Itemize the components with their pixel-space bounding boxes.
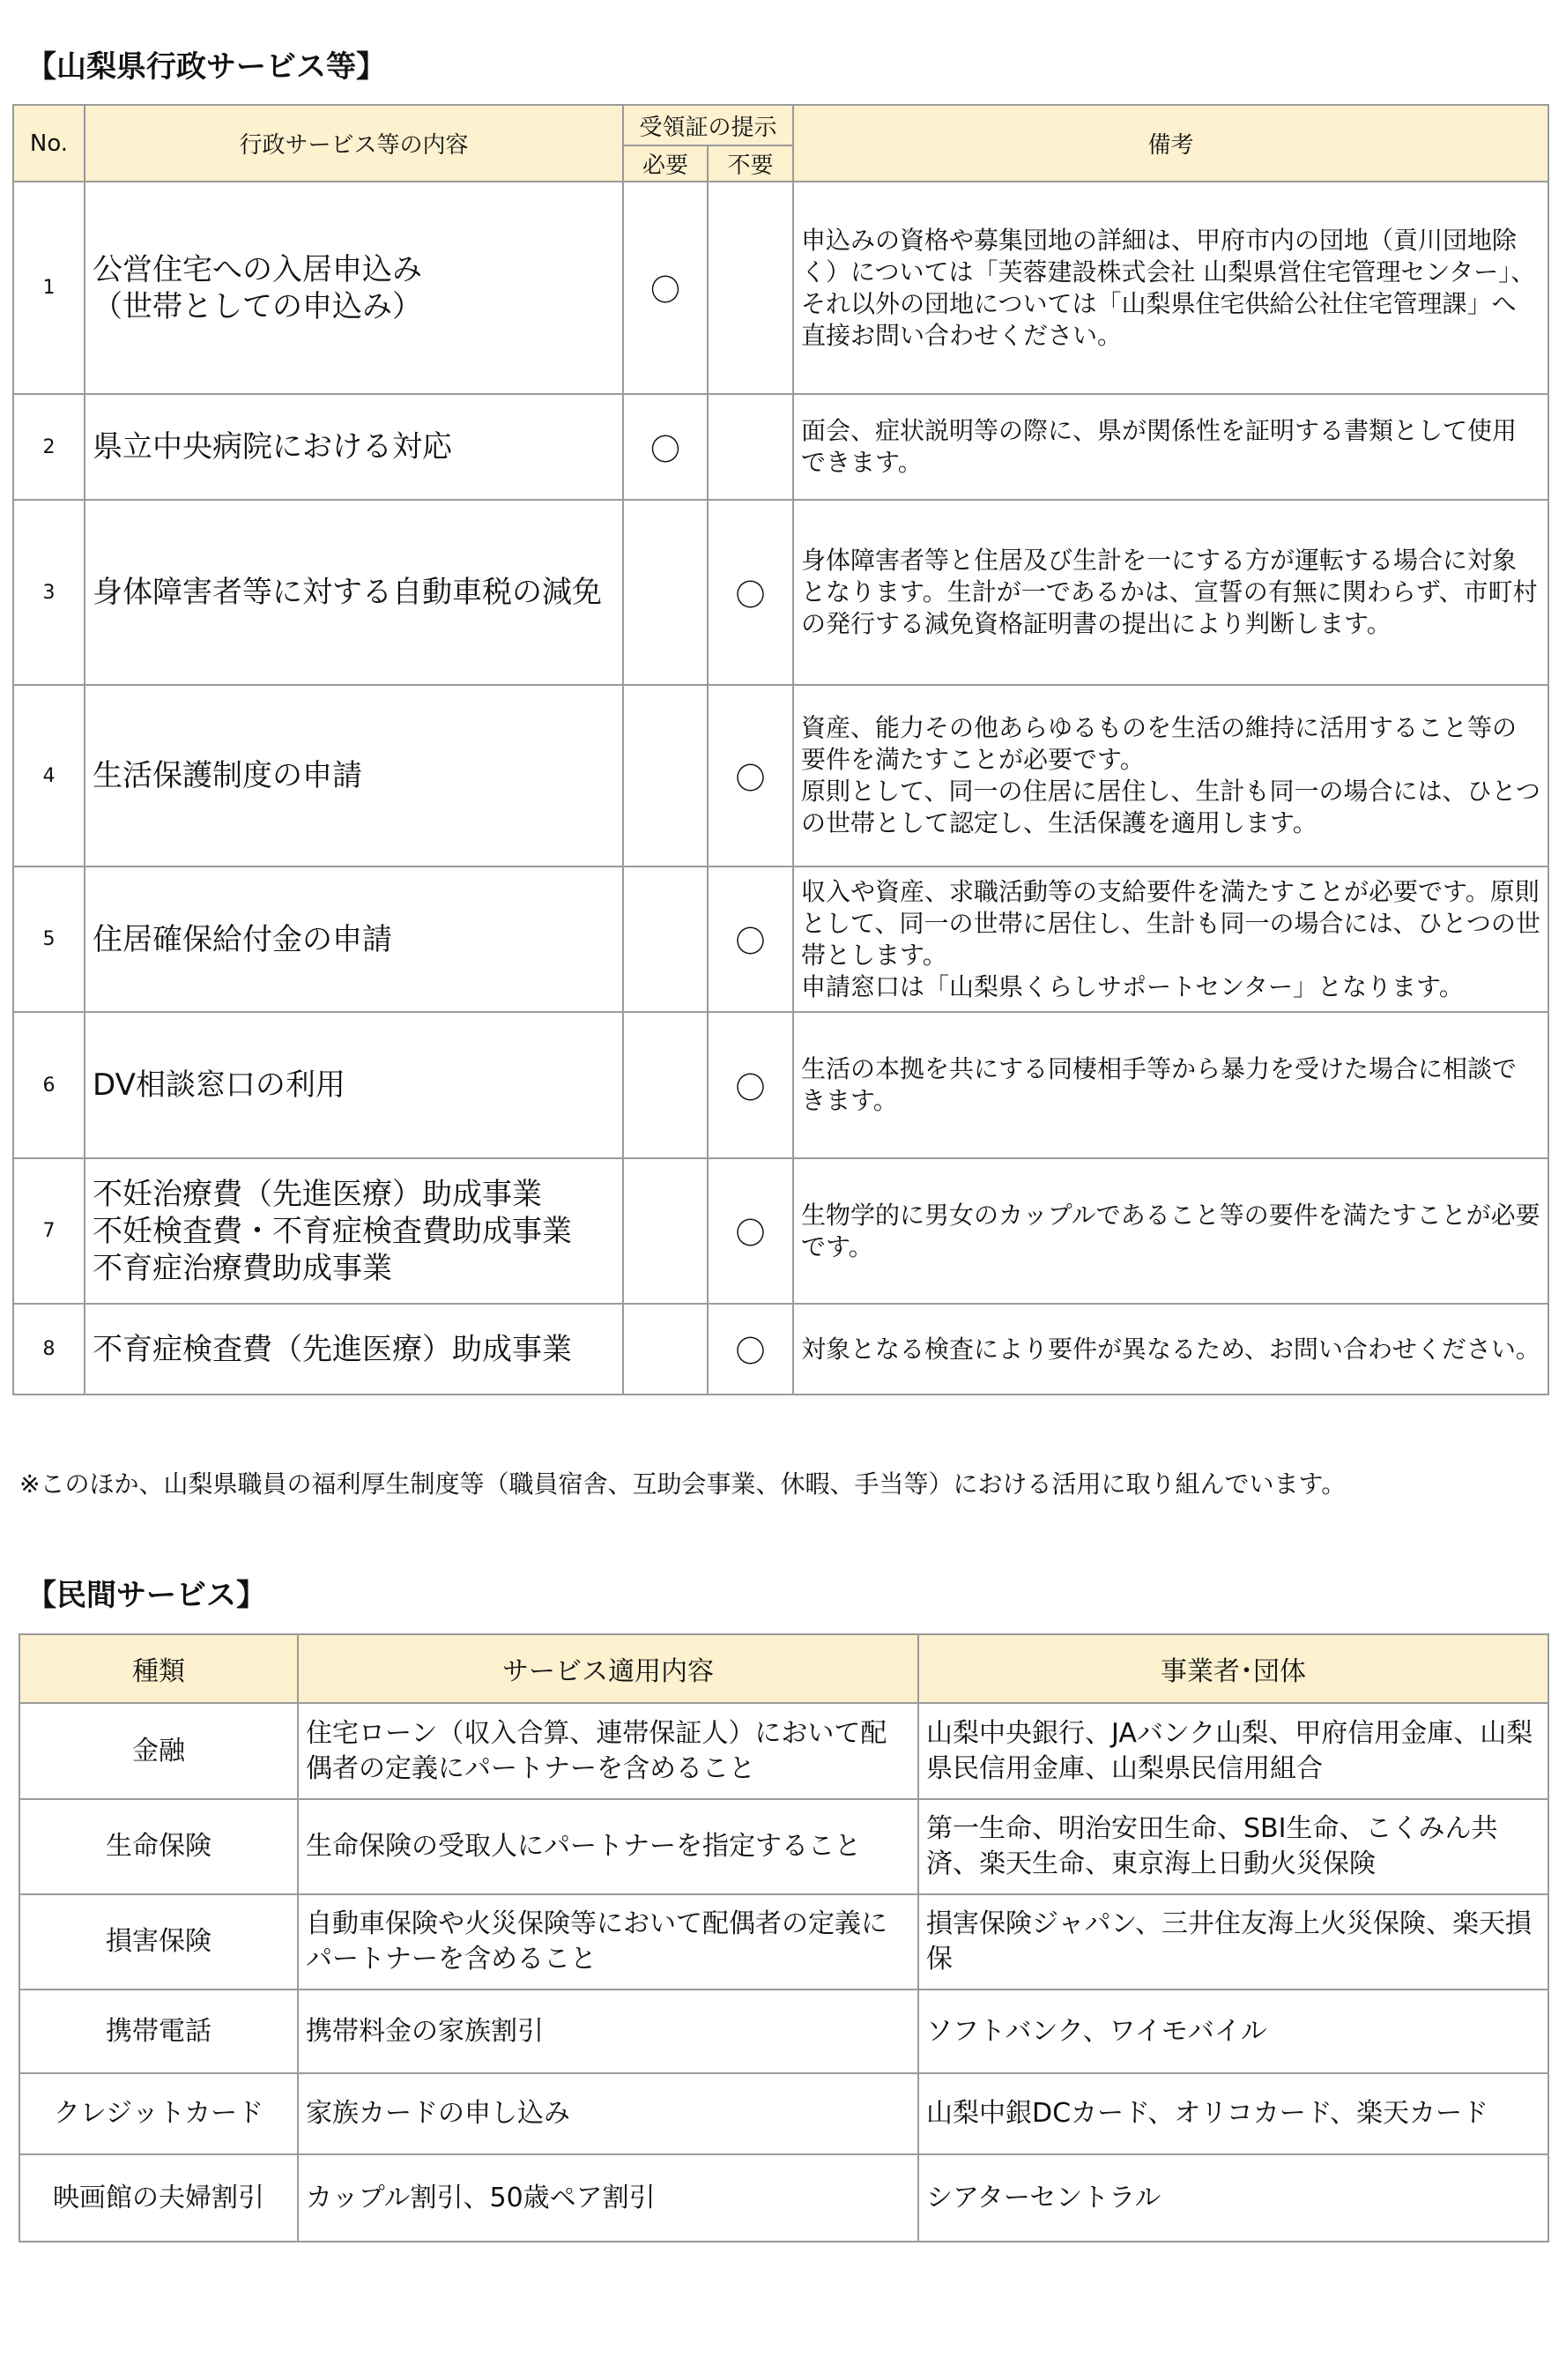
remarks: 生物学的に男女のカップルであること等の要件を満たすことが必要です。: [793, 1158, 1548, 1304]
row-number: 6: [13, 1012, 85, 1158]
required-mark: [623, 1012, 708, 1158]
service-name: 住居確保給付金の申請: [85, 866, 623, 1012]
remarks: 資産、能力その他あらゆるものを生活の維持に活用すること等の要件を満たすことが必要です。 原則として、同一の住居に居住し、生計も同一の場合には、ひとつの世帯として認定し、生活保護を適用します。: [793, 685, 1548, 866]
required-mark: [623, 1304, 708, 1395]
service-kind: 映画館の夫婦割引: [19, 2154, 298, 2242]
header-providers: 事業者･団体: [918, 1634, 1548, 1703]
header-no: No.: [13, 105, 85, 182]
required-mark: 〇: [623, 394, 708, 500]
remarks: 身体障害者等と住居及び生計を一にする方が運転する場合に対象となります。生計が一であるかは、宣誓の有無に関わらず、市町村の発行する減免資格証明書の提出により判断します。: [793, 500, 1548, 685]
service-content: 携帯料金の家族割引: [298, 1990, 918, 2073]
remarks: 面会、症状説明等の際に、県が関係性を証明する書類として使用できます。: [793, 394, 1548, 500]
not-required-mark: [708, 394, 793, 500]
table-row: [13, 1012, 1548, 1158]
service-name: 生活保護制度の申請: [85, 685, 623, 866]
table-row: [13, 500, 1548, 685]
section-title-private: 【民間サービス】: [26, 1578, 266, 1613]
required-mark: [623, 500, 708, 685]
row-number: 2: [13, 394, 85, 500]
required-mark: [623, 685, 708, 866]
remarks: 収入や資産、求職活動等の支給要件を満たすことが必要です。原則として、同一の世帯に居住し、生計も同一の場合には、ひとつの世帯とします。 申請窓口は「山梨県くらしサポートセンター」となります。: [793, 866, 1548, 1012]
service-content: 自動車保険や火災保険等において配偶者の定義にパートナーを含めること: [298, 1894, 918, 1990]
providers: シアターセントラル: [918, 2154, 1548, 2242]
service-content: 家族カードの申し込み: [298, 2073, 918, 2154]
service-name: 身体障害者等に対する自動車税の減免: [85, 500, 623, 685]
required-mark: 〇: [623, 182, 708, 394]
table-row: [19, 1990, 1548, 2073]
row-number: 8: [13, 1304, 85, 1395]
header-service-content: サービス適用内容: [298, 1634, 918, 1703]
header-presentation: 受領証の提示: [623, 105, 793, 145]
service-content: カップル割引、50歳ペア割引: [298, 2154, 918, 2242]
service-kind: 生命保険: [19, 1799, 298, 1894]
table-row: [19, 2154, 1548, 2242]
providers: 第一生命、明治安田生命、SBI生命、こくみん共済、楽天生命、東京海上日動火災保険: [918, 1799, 1548, 1894]
header-not-required: 不要: [708, 145, 793, 182]
table-row: [13, 685, 1548, 866]
service-name: 県立中央病院における対応: [85, 394, 623, 500]
providers: 山梨中銀DCカード、オリコカード、楽天カード: [918, 2073, 1548, 2154]
header-required: 必要: [623, 145, 708, 182]
table-row: [19, 1703, 1548, 1799]
row-number: 5: [13, 866, 85, 1012]
header-content: 行政サービス等の内容: [85, 105, 623, 182]
table-row: [13, 1158, 1548, 1304]
not-required-mark: 〇: [708, 1012, 793, 1158]
not-required-mark: 〇: [708, 685, 793, 866]
administrative-services-table: [12, 104, 1549, 1395]
footnote: ※このほか、山梨県職員の福利厚生制度等（職員宿舎、互助会事業、休暇、手当等）における活用に取り組んでいます。: [19, 1469, 1347, 1499]
remarks: 申込みの資格や募集団地の詳細は、甲府市内の団地（貢川団地除く）については「芙蓉建設株式会社 山梨県営住宅管理センター」、それ以外の団地については「山梨県住宅供給公社住宅管理課」へ直接お問い合わせください。: [793, 182, 1548, 394]
service-name: 公営住宅への入居申込み （世帯としての申込み）: [85, 182, 623, 394]
service-kind: クレジットカード: [19, 2073, 298, 2154]
not-required-mark: [708, 182, 793, 394]
section-title-administrative: 【山梨県行政サービス等】: [26, 49, 386, 85]
service-content: 生命保険の受取人にパートナーを指定すること: [298, 1799, 918, 1894]
table-row: [13, 182, 1548, 394]
service-name: 不妊治療費（先進医療）助成事業 不妊検査費・不育症検査費助成事業 不育症治療費助成事業: [85, 1158, 623, 1304]
not-required-mark: 〇: [708, 866, 793, 1012]
providers: ソフトバンク、ワイモバイル: [918, 1990, 1548, 2073]
table-row: [13, 394, 1548, 500]
service-name: DV相談窓口の利用: [85, 1012, 623, 1158]
remarks: 生活の本拠を共にする同棲相手等から暴力を受けた場合に相談できます。: [793, 1012, 1548, 1158]
service-name: 不育症検査費（先進医療）助成事業: [85, 1304, 623, 1395]
table-row: [19, 2073, 1548, 2154]
service-content: 住宅ローン（収入合算、連帯保証人）において配偶者の定義にパートナーを含めること: [298, 1703, 918, 1799]
not-required-mark: 〇: [708, 1304, 793, 1395]
providers: 山梨中央銀行、JAバンク山梨、甲府信用金庫、山梨県民信用金庫、山梨県民信用組合: [918, 1703, 1548, 1799]
table-row: [19, 1799, 1548, 1894]
service-kind: 金融: [19, 1703, 298, 1799]
required-mark: [623, 866, 708, 1012]
header-remarks: 備考: [793, 105, 1548, 182]
not-required-mark: 〇: [708, 500, 793, 685]
service-kind: 損害保険: [19, 1894, 298, 1990]
row-number: 4: [13, 685, 85, 866]
service-kind: 携帯電話: [19, 1990, 298, 2073]
table-row: [13, 866, 1548, 1012]
private-services-table: [19, 1633, 1549, 2242]
row-number: 3: [13, 500, 85, 685]
row-number: 7: [13, 1158, 85, 1304]
providers: 損害保険ジャパン、三井住友海上火災保険、楽天損保: [918, 1894, 1548, 1990]
table-row: [13, 1304, 1548, 1395]
remarks: 対象となる検査により要件が異なるため、お問い合わせください。: [793, 1304, 1548, 1395]
header-kind: 種類: [19, 1634, 298, 1703]
row-number: 1: [13, 182, 85, 394]
table-row: [19, 1894, 1548, 1990]
required-mark: [623, 1158, 708, 1304]
not-required-mark: 〇: [708, 1158, 793, 1304]
